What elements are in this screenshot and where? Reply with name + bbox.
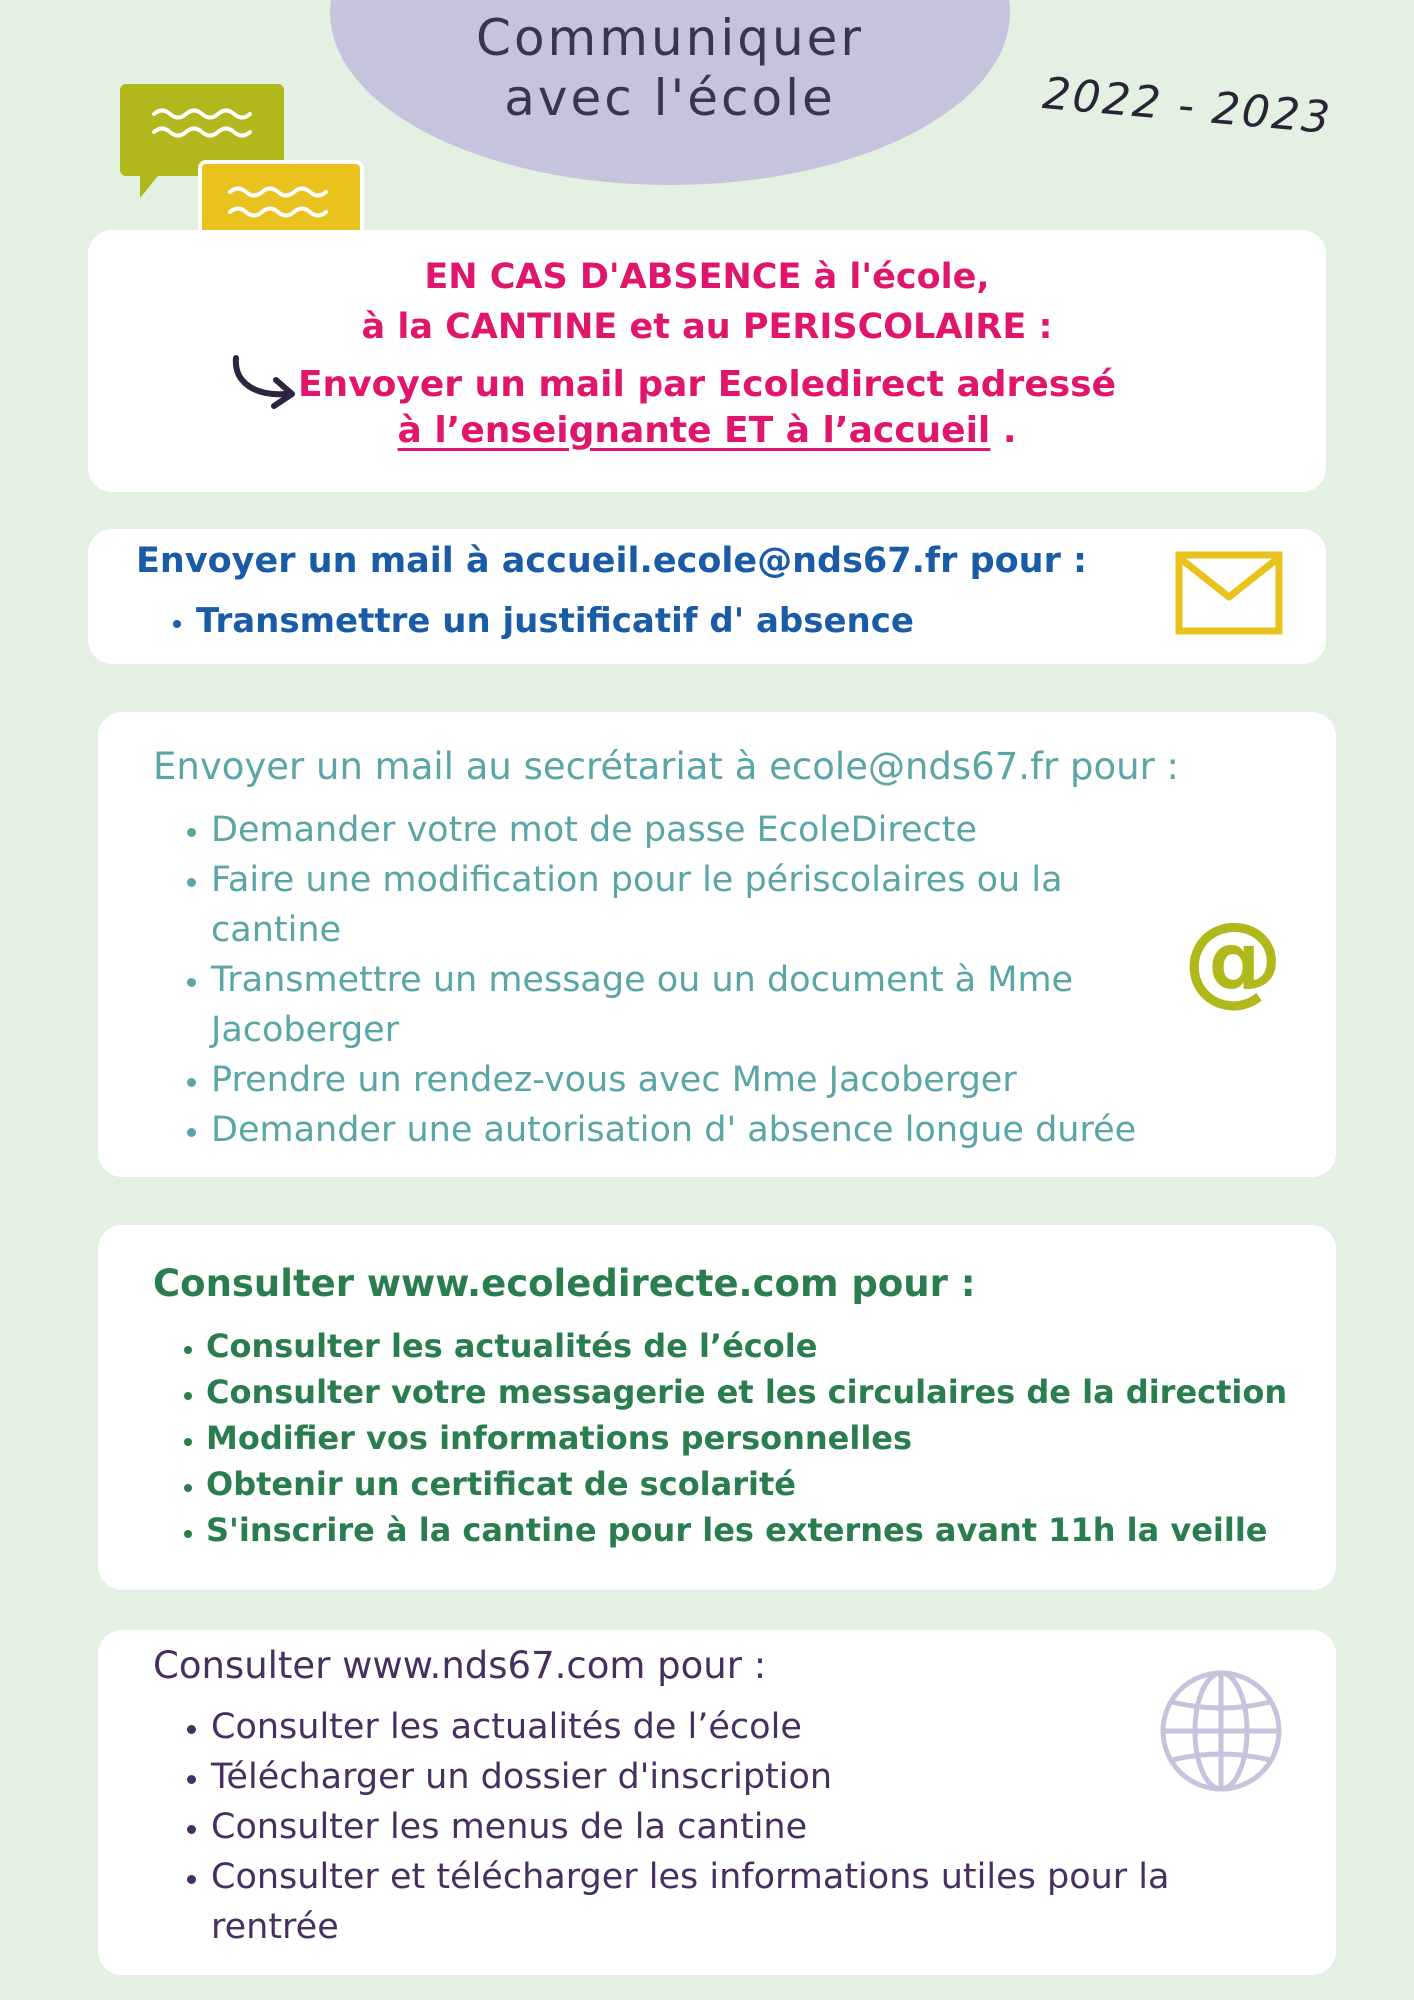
nds-title: Consulter www.nds67.com pour : xyxy=(153,1644,767,1687)
list-item: • Transmettre un message ou un document à Mme Jacoberger xyxy=(211,955,1201,1055)
absence-instruction xyxy=(88,362,1326,454)
accueil-title: Envoyer un mail à accueil.ecole@nds67.fr pour : xyxy=(136,541,1088,581)
secretariat-list xyxy=(153,805,1201,1155)
list-item: • Consulter les actualités de l’école xyxy=(206,1323,1287,1369)
list-item: • Consulter les actualités de l’école xyxy=(211,1702,1251,1752)
list-item: • Modifier vos informations personnelles xyxy=(206,1415,1287,1461)
list-item: • Télécharger un dossier d'inscription xyxy=(211,1752,1251,1802)
list-item: • Prendre un rendez-vous avec Mme Jacoberger xyxy=(211,1055,1201,1105)
ecoledirecte-list xyxy=(148,1323,1287,1553)
at-sign-icon: @ xyxy=(1183,900,1283,1017)
absence-card xyxy=(88,230,1326,492)
list-item: • Faire une modification pour le périscolaires ou la cantine xyxy=(211,855,1201,955)
ecoledirecte-title: Consulter www.ecoledirecte.com pour : xyxy=(153,1262,976,1305)
title-line-2: avec l'école xyxy=(504,69,836,127)
absence-instruction-line-1: Envoyer un mail par Ecoledirect adressé xyxy=(297,364,1117,405)
title-line-1: Communiquer xyxy=(476,9,864,67)
list-item: • Consulter votre messagerie et les circulaires de la direction xyxy=(206,1369,1287,1415)
page-title xyxy=(330,8,1010,128)
secretariat-card xyxy=(98,712,1336,1177)
list-item: • Obtenir un certificat de scolarité xyxy=(206,1461,1287,1507)
absence-instruction-line-2 xyxy=(88,408,1326,454)
absence-instruction-end: . xyxy=(990,410,1017,451)
list-item: • Transmettre un justificatif d' absence xyxy=(196,599,914,643)
list-item: • Consulter les menus de la cantine xyxy=(211,1802,1251,1852)
globe-icon xyxy=(1158,1668,1284,1794)
list-item: • S'inscrire à la cantine pour les externes avant 11h la veille xyxy=(206,1507,1287,1553)
envelope-icon xyxy=(1175,551,1283,635)
ecoledirecte-card xyxy=(98,1225,1336,1590)
accueil-list xyxy=(138,599,914,643)
nds-list xyxy=(153,1702,1251,1952)
list-item: • Consulter et télécharger les informations utiles pour la rentrée xyxy=(211,1852,1251,1952)
absence-heading-line-1: EN CAS D'ABSENCE à l'école, xyxy=(424,257,990,297)
absence-heading xyxy=(88,252,1326,352)
secretariat-title: Envoyer un mail au secrétariat à ecole@nds67.fr pour : xyxy=(153,745,1180,788)
list-item: • Demander votre mot de passe EcoleDirecte xyxy=(211,805,1201,855)
school-year: 2022 - 2023 xyxy=(1040,68,1334,145)
absence-heading-line-2: à la CANTINE et au PERISCOLAIRE : xyxy=(361,307,1053,347)
accueil-card xyxy=(88,529,1326,664)
list-item: • Demander une autorisation d' absence longue durée xyxy=(211,1105,1201,1155)
nds-card xyxy=(98,1630,1336,1975)
absence-recipients: à l’enseignante ET à l’accueil xyxy=(397,410,991,451)
